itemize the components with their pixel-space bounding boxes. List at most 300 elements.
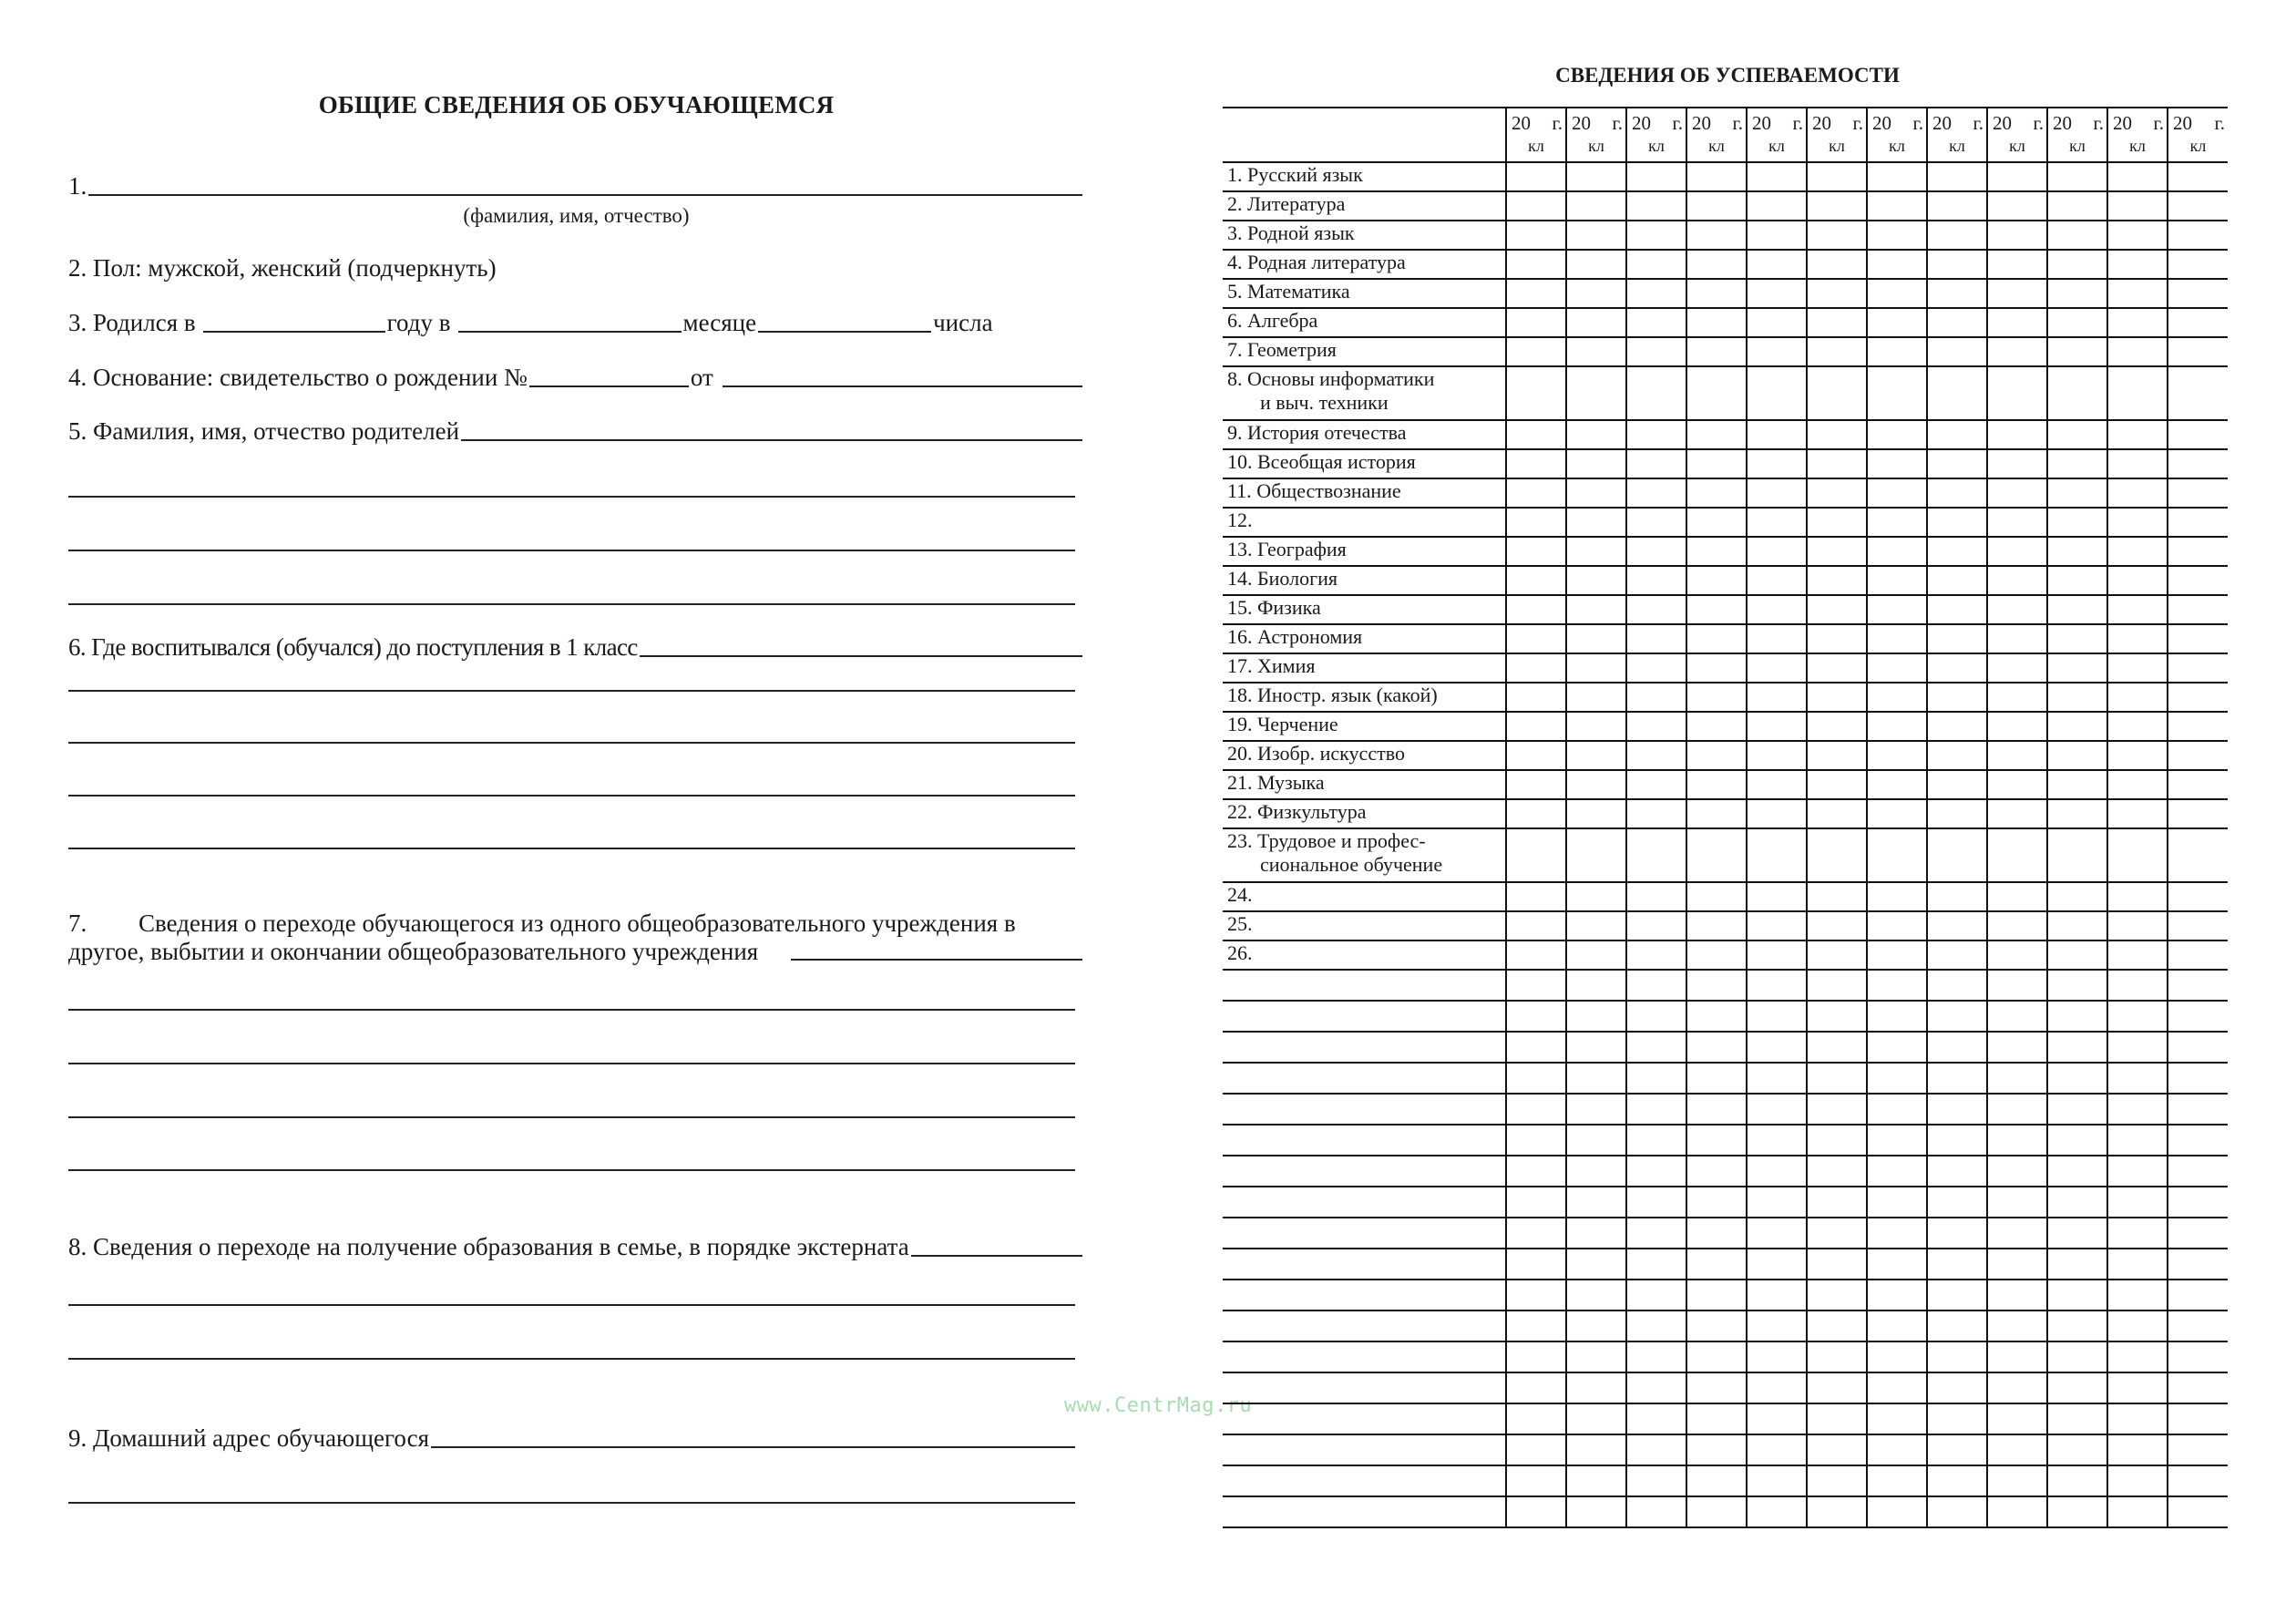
grade-cell[interactable] [2047, 970, 2107, 1001]
grade-cell[interactable] [1867, 712, 1927, 741]
grade-cell[interactable] [1807, 337, 1867, 366]
grade-cell[interactable] [1747, 1434, 1807, 1465]
grade-cell[interactable] [2168, 1434, 2228, 1465]
grade-cell[interactable] [2107, 1434, 2168, 1465]
grade-cell[interactable] [1987, 478, 2047, 508]
grade-cell[interactable] [1626, 653, 1686, 683]
grade-cell[interactable] [2047, 1280, 2107, 1311]
grade-cell[interactable] [1987, 741, 2047, 770]
prior-education-blank[interactable] [640, 633, 1082, 657]
blank-subject-cell[interactable] [1223, 1063, 1506, 1094]
grade-cell[interactable] [1927, 1311, 1987, 1341]
grade-cell[interactable] [1987, 970, 2047, 1001]
grade-cell[interactable] [1626, 799, 1686, 828]
grade-cell[interactable] [2168, 1001, 2228, 1032]
grade-cell[interactable] [1927, 770, 1987, 799]
grade-cell[interactable] [1987, 1094, 2047, 1125]
grade-cell[interactable] [1566, 799, 1626, 828]
grade-cell[interactable] [2107, 191, 2168, 221]
blank-subject-cell[interactable] [1223, 1249, 1506, 1280]
grade-cell[interactable] [1867, 337, 1927, 366]
grade-cell[interactable] [1747, 250, 1807, 279]
grade-cell[interactable] [1987, 828, 2047, 882]
grade-cell[interactable] [1686, 221, 1747, 250]
grade-cell[interactable] [1747, 1187, 1807, 1218]
grade-cell[interactable] [2107, 882, 2168, 911]
grade-cell[interactable] [1807, 882, 1867, 911]
grade-cell[interactable] [1987, 420, 2047, 449]
grade-cell[interactable] [1626, 279, 1686, 308]
grade-cell[interactable] [1987, 191, 2047, 221]
prior-education-line-4[interactable] [68, 848, 1075, 849]
grade-cell[interactable] [2168, 1496, 2228, 1527]
grade-cell[interactable] [2047, 770, 2107, 799]
grade-cell[interactable] [1747, 162, 1807, 191]
grade-cell[interactable] [1686, 250, 1747, 279]
grade-cell[interactable] [1747, 1125, 1807, 1156]
grade-cell[interactable] [1566, 770, 1626, 799]
grade-cell[interactable] [1927, 337, 1987, 366]
grade-cell[interactable] [1867, 1249, 1927, 1280]
grade-cell[interactable] [2168, 595, 2228, 624]
grade-cell[interactable] [2047, 595, 2107, 624]
grade-cell[interactable] [1987, 1249, 2047, 1280]
grade-cell[interactable] [1686, 1001, 1747, 1032]
grade-cell[interactable] [1747, 449, 1807, 478]
blank-subject-cell[interactable] [1223, 1280, 1506, 1311]
grade-cell[interactable] [1686, 1063, 1747, 1094]
grade-cell[interactable] [1626, 741, 1686, 770]
grade-cell[interactable] [1807, 1125, 1867, 1156]
grade-cell[interactable] [1566, 478, 1626, 508]
grade-cell[interactable] [1506, 250, 1566, 279]
grade-cell[interactable] [2168, 537, 2228, 566]
blank-subject-cell[interactable] [1223, 1218, 1506, 1249]
grade-cell[interactable] [1506, 911, 1566, 940]
grade-cell[interactable] [1867, 1218, 1927, 1249]
grade-cell[interactable] [2047, 882, 2107, 911]
grade-cell[interactable] [2168, 1280, 2228, 1311]
grade-cell[interactable] [1987, 911, 2047, 940]
grade-cell[interactable] [1987, 882, 2047, 911]
grade-cell[interactable] [1747, 1465, 1807, 1496]
grade-cell[interactable] [1626, 1465, 1686, 1496]
grade-cell[interactable] [1626, 1125, 1686, 1156]
grade-cell[interactable] [1927, 478, 1987, 508]
grade-cell[interactable] [2047, 508, 2107, 537]
grade-cell[interactable] [2047, 1156, 2107, 1187]
grade-cell[interactable] [1747, 1403, 1807, 1434]
grade-cell[interactable] [1987, 1341, 2047, 1372]
family-education-line-1[interactable] [68, 1304, 1075, 1306]
grade-cell[interactable] [1747, 537, 1807, 566]
grade-cell[interactable] [2047, 1094, 2107, 1125]
grade-cell[interactable] [1626, 420, 1686, 449]
grade-cell[interactable] [2107, 1465, 2168, 1496]
grade-cell[interactable] [1506, 537, 1566, 566]
grade-cell[interactable] [2107, 478, 2168, 508]
grade-cell[interactable] [1987, 1218, 2047, 1249]
grade-cell[interactable] [1867, 221, 1927, 250]
grade-cell[interactable] [2047, 1001, 2107, 1032]
grade-cell[interactable] [1566, 970, 1626, 1001]
grade-cell[interactable] [1506, 970, 1566, 1001]
grade-cell[interactable] [1686, 366, 1747, 420]
grade-cell[interactable] [1927, 1156, 1987, 1187]
grade-cell[interactable] [1927, 1125, 1987, 1156]
grade-cell[interactable] [2107, 279, 2168, 308]
grade-cell[interactable] [1686, 308, 1747, 337]
grade-cell[interactable] [1747, 683, 1807, 712]
grade-cell[interactable] [1867, 537, 1927, 566]
gender-text[interactable]: 2. Пол: мужской, женский (подчеркнуть) [68, 254, 497, 282]
grade-cell[interactable] [1867, 1001, 1927, 1032]
grade-cell[interactable] [1566, 653, 1626, 683]
grade-cell[interactable] [1867, 595, 1927, 624]
grade-cell[interactable] [1987, 1001, 2047, 1032]
grade-cell[interactable] [1807, 741, 1867, 770]
grade-cell[interactable] [1987, 624, 2047, 653]
grade-cell[interactable] [2107, 712, 2168, 741]
grade-cell[interactable] [1626, 366, 1686, 420]
blank-subject-cell[interactable] [1223, 1156, 1506, 1187]
grade-cell[interactable] [1506, 566, 1566, 595]
grade-cell[interactable] [1686, 595, 1747, 624]
grade-cell[interactable] [2168, 1032, 2228, 1063]
grade-cell[interactable] [2168, 308, 2228, 337]
grade-cell[interactable] [1927, 624, 1987, 653]
grade-cell[interactable] [2047, 1434, 2107, 1465]
grade-cell[interactable] [1807, 1434, 1867, 1465]
transfer-line-a[interactable] [68, 1009, 1075, 1011]
grade-cell[interactable] [1566, 741, 1626, 770]
grade-cell[interactable] [1747, 1372, 1807, 1403]
grade-cell[interactable] [1867, 770, 1927, 799]
grade-cell[interactable] [1506, 1094, 1566, 1125]
grade-cell[interactable] [1626, 162, 1686, 191]
grade-cell[interactable] [2107, 1341, 2168, 1372]
parents-line-1[interactable] [68, 496, 1075, 498]
grade-cell[interactable] [2107, 537, 2168, 566]
grade-cell[interactable] [2047, 683, 2107, 712]
grade-cell[interactable] [1626, 478, 1686, 508]
prior-education-line-2[interactable] [68, 742, 1075, 744]
grade-cell[interactable] [1506, 1187, 1566, 1218]
grade-cell[interactable] [1867, 799, 1927, 828]
grade-cell[interactable] [1626, 537, 1686, 566]
grade-cell[interactable] [1626, 1311, 1686, 1341]
grade-cell[interactable] [2168, 1341, 2228, 1372]
grade-cell[interactable] [1987, 221, 2047, 250]
grade-cell[interactable] [2107, 221, 2168, 250]
grade-cell[interactable] [1506, 1249, 1566, 1280]
grade-cell[interactable] [2047, 1403, 2107, 1434]
grade-cell[interactable] [1867, 828, 1927, 882]
grade-cell[interactable] [1807, 683, 1867, 712]
grade-cell[interactable] [2168, 799, 2228, 828]
grade-cell[interactable] [1506, 1341, 1566, 1372]
grade-cell[interactable] [1686, 770, 1747, 799]
grade-cell[interactable] [1867, 1372, 1927, 1403]
grade-cell[interactable] [1686, 911, 1747, 940]
blank-subject-cell[interactable] [1223, 1311, 1506, 1341]
grade-cell[interactable] [1626, 1403, 1686, 1434]
grade-cell[interactable] [2047, 1125, 2107, 1156]
grade-cell[interactable] [1506, 279, 1566, 308]
grade-cell[interactable] [1987, 683, 2047, 712]
grade-cell[interactable] [1747, 911, 1807, 940]
grade-cell[interactable] [1686, 1032, 1747, 1063]
grade-cell[interactable] [1747, 566, 1807, 595]
grade-cell[interactable] [1807, 1218, 1867, 1249]
grade-cell[interactable] [1506, 1465, 1566, 1496]
grade-cell[interactable] [1506, 1125, 1566, 1156]
grade-cell[interactable] [1566, 366, 1626, 420]
grade-cell[interactable] [1807, 1465, 1867, 1496]
grade-cell[interactable] [1747, 1280, 1807, 1311]
grade-cell[interactable] [1807, 366, 1867, 420]
grade-cell[interactable] [1626, 1249, 1686, 1280]
grade-cell[interactable] [2168, 1094, 2228, 1125]
grade-cell[interactable] [1927, 828, 1987, 882]
grade-cell[interactable] [1686, 1218, 1747, 1249]
grade-cell[interactable] [2107, 1156, 2168, 1187]
grade-cell[interactable] [1506, 770, 1566, 799]
grade-cell[interactable] [1566, 624, 1626, 653]
grade-cell[interactable] [1506, 478, 1566, 508]
grade-cell[interactable] [1747, 970, 1807, 1001]
grade-cell[interactable] [2107, 250, 2168, 279]
grade-cell[interactable] [1566, 221, 1626, 250]
grade-cell[interactable] [1566, 1156, 1626, 1187]
grade-cell[interactable] [1807, 478, 1867, 508]
grade-cell[interactable] [1566, 1218, 1626, 1249]
grade-cell[interactable] [1807, 595, 1867, 624]
grade-cell[interactable] [1566, 337, 1626, 366]
grade-cell[interactable] [1626, 828, 1686, 882]
grade-cell[interactable] [1927, 940, 1987, 970]
grade-cell[interactable] [1506, 712, 1566, 741]
grade-cell[interactable] [2168, 1249, 2228, 1280]
grade-cell[interactable] [1927, 1403, 1987, 1434]
grade-cell[interactable] [1626, 911, 1686, 940]
grade-cell[interactable] [2107, 970, 2168, 1001]
grade-cell[interactable] [1747, 1218, 1807, 1249]
grade-cell[interactable] [1747, 1496, 1807, 1527]
grade-cell[interactable] [1927, 970, 1987, 1001]
grade-cell[interactable] [1506, 624, 1566, 653]
grade-cell[interactable] [1566, 537, 1626, 566]
grade-cell[interactable] [1867, 1125, 1927, 1156]
grade-cell[interactable] [1807, 1341, 1867, 1372]
grade-cell[interactable] [2047, 191, 2107, 221]
grade-cell[interactable] [2107, 1001, 2168, 1032]
grade-cell[interactable] [1747, 279, 1807, 308]
grade-cell[interactable] [2107, 162, 2168, 191]
blank-subject-cell[interactable] [1223, 1496, 1506, 1527]
grade-cell[interactable] [1747, 799, 1807, 828]
grade-cell[interactable] [2107, 1280, 2168, 1311]
grade-cell[interactable] [1747, 1063, 1807, 1094]
grade-cell[interactable] [1867, 683, 1927, 712]
grade-cell[interactable] [1867, 1496, 1927, 1527]
grade-cell[interactable] [2168, 1156, 2228, 1187]
grade-cell[interactable] [1566, 308, 1626, 337]
grade-cell[interactable] [1927, 279, 1987, 308]
grade-cell[interactable] [2047, 624, 2107, 653]
parents-blank[interactable] [461, 417, 1082, 441]
grade-cell[interactable] [1807, 221, 1867, 250]
grade-cell[interactable] [2168, 882, 2228, 911]
grade-cell[interactable] [1927, 1496, 1987, 1527]
grade-cell[interactable] [1747, 653, 1807, 683]
grade-cell[interactable] [1987, 337, 2047, 366]
grade-cell[interactable] [1566, 1311, 1626, 1341]
full-name-blank[interactable] [88, 172, 1082, 196]
grade-cell[interactable] [1867, 366, 1927, 420]
blank-subject-cell[interactable] [1223, 1032, 1506, 1063]
grade-cell[interactable] [1686, 537, 1747, 566]
grade-cell[interactable] [2107, 308, 2168, 337]
blank-subject-cell[interactable] [1223, 1372, 1506, 1403]
grade-cell[interactable] [2047, 308, 2107, 337]
grade-cell[interactable] [1686, 683, 1747, 712]
grade-cell[interactable] [1987, 770, 2047, 799]
grade-cell[interactable] [1506, 1403, 1566, 1434]
birth-year-blank[interactable] [203, 309, 385, 333]
grade-cell[interactable] [2047, 940, 2107, 970]
grade-cell[interactable] [1566, 1403, 1626, 1434]
grade-cell[interactable] [2047, 712, 2107, 741]
grade-cell[interactable] [1686, 741, 1747, 770]
parents-line-3[interactable] [68, 603, 1075, 605]
grade-cell[interactable] [1927, 799, 1987, 828]
grade-cell[interactable] [1506, 741, 1566, 770]
grade-cell[interactable] [1626, 337, 1686, 366]
grade-cell[interactable] [2047, 1218, 2107, 1249]
grade-cell[interactable] [1686, 653, 1747, 683]
grade-cell[interactable] [1566, 940, 1626, 970]
grade-cell[interactable] [1867, 1341, 1927, 1372]
grade-cell[interactable] [1506, 1063, 1566, 1094]
grade-cell[interactable] [1867, 279, 1927, 308]
grade-cell[interactable] [1987, 1156, 2047, 1187]
grade-cell[interactable] [2107, 741, 2168, 770]
grade-cell[interactable] [1807, 1496, 1867, 1527]
grade-cell[interactable] [1686, 566, 1747, 595]
grade-cell[interactable] [1867, 741, 1927, 770]
grade-cell[interactable] [1927, 595, 1987, 624]
grade-cell[interactable] [1867, 1280, 1927, 1311]
grade-cell[interactable] [1987, 595, 2047, 624]
grade-cell[interactable] [2107, 1125, 2168, 1156]
grade-cell[interactable] [2168, 911, 2228, 940]
grade-cell[interactable] [1987, 1372, 2047, 1403]
grade-cell[interactable] [1566, 279, 1626, 308]
grade-cell[interactable] [1807, 420, 1867, 449]
grade-cell[interactable] [1927, 1434, 1987, 1465]
grade-cell[interactable] [1867, 1434, 1927, 1465]
grade-cell[interactable] [2168, 1125, 2228, 1156]
grade-cell[interactable] [1747, 741, 1807, 770]
grade-cell[interactable] [2168, 449, 2228, 478]
grade-cell[interactable] [1747, 1311, 1807, 1341]
grade-cell[interactable] [1807, 911, 1867, 940]
grade-cell[interactable] [1747, 221, 1807, 250]
grade-cell[interactable] [2168, 478, 2228, 508]
grade-cell[interactable] [1626, 624, 1686, 653]
grade-cell[interactable] [1807, 653, 1867, 683]
grade-cell[interactable] [1867, 1311, 1927, 1341]
blank-subject-cell[interactable] [1223, 1094, 1506, 1125]
grade-cell[interactable] [1566, 449, 1626, 478]
grade-cell[interactable] [1566, 1063, 1626, 1094]
grade-cell[interactable] [2047, 1311, 2107, 1341]
parents-line-2[interactable] [68, 550, 1075, 551]
grade-cell[interactable] [2047, 1341, 2107, 1372]
grade-cell[interactable] [1686, 1311, 1747, 1341]
grade-cell[interactable] [2168, 683, 2228, 712]
grade-cell[interactable] [1987, 1496, 2047, 1527]
grade-cell[interactable] [2107, 1496, 2168, 1527]
grade-cell[interactable] [1566, 1372, 1626, 1403]
grade-cell[interactable] [1927, 1001, 1987, 1032]
grade-cell[interactable] [2107, 337, 2168, 366]
grade-cell[interactable] [2107, 911, 2168, 940]
grade-cell[interactable] [1927, 882, 1987, 911]
grade-cell[interactable] [2107, 624, 2168, 653]
grade-cell[interactable] [1686, 1434, 1747, 1465]
grade-cell[interactable] [1686, 828, 1747, 882]
grade-cell[interactable] [1686, 799, 1747, 828]
grade-cell[interactable] [1867, 970, 1927, 1001]
grade-cell[interactable] [2168, 191, 2228, 221]
grade-cell[interactable] [1566, 1187, 1626, 1218]
grade-cell[interactable] [1566, 882, 1626, 911]
grade-cell[interactable] [1927, 221, 1987, 250]
grade-cell[interactable] [1747, 1249, 1807, 1280]
birth-month-blank[interactable] [458, 309, 682, 333]
grade-cell[interactable] [2047, 1372, 2107, 1403]
certificate-number-blank[interactable] [529, 364, 689, 387]
grade-cell[interactable] [1927, 1094, 1987, 1125]
grade-cell[interactable] [1987, 1434, 2047, 1465]
blank-subject-cell[interactable] [1223, 1465, 1506, 1496]
grade-cell[interactable] [1686, 970, 1747, 1001]
grade-cell[interactable] [1747, 1094, 1807, 1125]
grade-cell[interactable] [1987, 1063, 2047, 1094]
grade-cell[interactable] [1506, 221, 1566, 250]
grade-cell[interactable] [1686, 1094, 1747, 1125]
grade-cell[interactable] [1927, 712, 1987, 741]
grade-cell[interactable] [2168, 366, 2228, 420]
grade-cell[interactable] [1506, 1434, 1566, 1465]
grade-cell[interactable] [1867, 1032, 1927, 1063]
grade-cell[interactable] [1987, 537, 2047, 566]
grade-cell[interactable] [1807, 828, 1867, 882]
grade-cell[interactable] [1686, 1125, 1747, 1156]
grade-cell[interactable] [2047, 1032, 2107, 1063]
grade-cell[interactable] [1807, 1372, 1867, 1403]
home-address-blank[interactable] [431, 1424, 1075, 1448]
grade-cell[interactable] [1987, 279, 2047, 308]
grade-cell[interactable] [1626, 940, 1686, 970]
grade-cell[interactable] [1626, 508, 1686, 537]
grade-cell[interactable] [1686, 940, 1747, 970]
home-address-line-1[interactable] [68, 1502, 1075, 1504]
grade-cell[interactable] [1747, 1001, 1807, 1032]
grade-cell[interactable] [1686, 279, 1747, 308]
